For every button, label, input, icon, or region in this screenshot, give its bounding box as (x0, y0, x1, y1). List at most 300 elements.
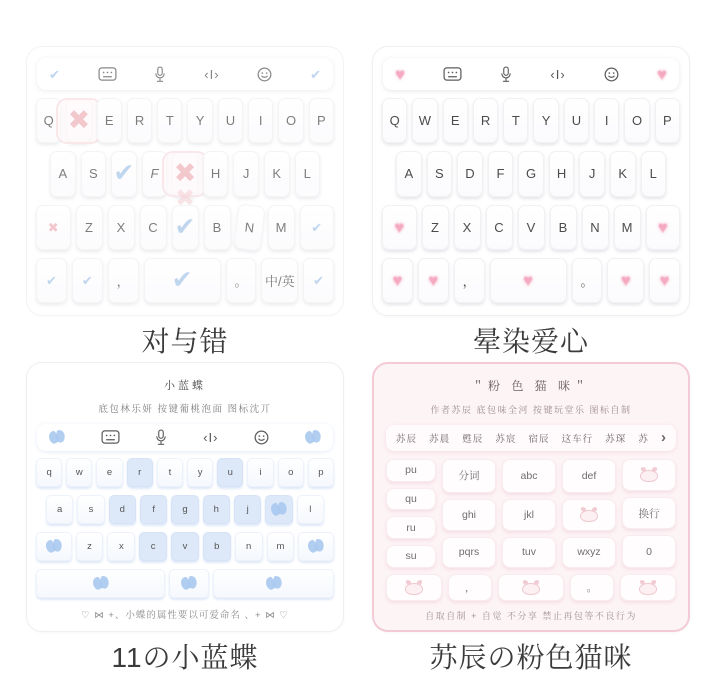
key-A[interactable] (396, 151, 422, 196)
key-L[interactable] (641, 151, 667, 196)
t9-key-su[interactable] (386, 545, 436, 568)
checkmark-icon: ✔ (113, 159, 135, 188)
butterfly-icon (307, 539, 325, 555)
key-label: Q (43, 113, 54, 129)
key-label: p (318, 466, 324, 478)
heart-key[interactable] (646, 205, 681, 250)
cross-icon: ✖ (173, 158, 197, 189)
key-label: E (104, 113, 114, 129)
key-X[interactable] (108, 205, 135, 250)
t9-key-0[interactable] (622, 535, 676, 567)
candidate-word[interactable]: 苏琛 (605, 433, 627, 445)
key-label: f (152, 503, 155, 515)
key-label: h (213, 503, 219, 515)
key-g[interactable] (171, 495, 198, 524)
key-label: g (182, 503, 188, 515)
key-T[interactable] (503, 98, 528, 143)
heart-key[interactable] (607, 258, 644, 303)
candidate-bar (386, 425, 676, 451)
key-label: o (288, 466, 294, 478)
key-label: n (245, 540, 252, 552)
key-label: O (285, 113, 297, 129)
key-w[interactable] (66, 458, 92, 487)
key-J[interactable] (233, 151, 259, 196)
smiley-icon[interactable] (254, 430, 269, 445)
key-label: ， (462, 273, 476, 289)
butterfly-key[interactable] (298, 532, 334, 561)
keyboard-icon[interactable] (443, 67, 462, 81)
key-label: x (118, 540, 124, 552)
preview-title: ＂粉 色 猫 咪＂ (471, 378, 590, 393)
key-I[interactable] (248, 98, 273, 143)
key-row (36, 532, 334, 561)
key-Y[interactable] (533, 98, 558, 143)
heart-key[interactable] (418, 258, 449, 303)
key-label: q (46, 466, 52, 478)
key-label: P (662, 113, 672, 129)
heart-key[interactable] (382, 205, 417, 250)
key-，[interactable] (108, 258, 139, 303)
t9-key-jkl[interactable] (502, 499, 556, 531)
key-E[interactable] (443, 98, 468, 143)
cross-icon: ✖ (67, 105, 91, 136)
key-label: M (275, 219, 287, 235)
key-label: 。 (234, 273, 248, 289)
heart-icon: ♥ (394, 217, 405, 237)
key-label: m (276, 540, 285, 552)
key-label: pu (405, 464, 417, 477)
key-B[interactable] (550, 205, 577, 250)
theme-card-pink-cat (372, 362, 690, 674)
key-label: G (525, 166, 537, 182)
key-M[interactable] (268, 205, 295, 250)
theme-title: 11の小蓝蝶 (111, 641, 259, 673)
key-h[interactable] (203, 495, 230, 524)
t9-key-pqrs[interactable] (442, 537, 496, 568)
key-D[interactable] (457, 151, 483, 196)
key-S[interactable] (427, 151, 453, 196)
key-label: U (571, 113, 582, 129)
candidate-word[interactable]: 苏辰 (396, 433, 418, 445)
key-label: y (197, 466, 203, 478)
key-A[interactable] (50, 151, 76, 196)
key-label: e (106, 466, 113, 478)
check-key[interactable] (303, 258, 334, 303)
key-n[interactable] (235, 532, 263, 561)
cat-key[interactable] (622, 459, 676, 491)
heart-icon: ♥ (428, 270, 439, 290)
checkmark-icon: ✔ (171, 265, 193, 294)
preview-title: 小蓝蝶 (164, 379, 206, 392)
key-l[interactable] (297, 495, 324, 524)
key-label: H (210, 166, 221, 182)
key-label: N (243, 219, 255, 236)
key-U[interactable] (218, 98, 243, 143)
key-a[interactable] (46, 495, 73, 524)
t9-function-column (622, 459, 676, 568)
butterfly-key[interactable] (265, 495, 292, 524)
key-label: 。 (586, 581, 598, 594)
key-Z[interactable] (76, 205, 103, 250)
key-label: C (494, 219, 504, 235)
cat-icon (639, 468, 659, 481)
key-label: 分词 (458, 470, 480, 483)
key-O[interactable] (624, 98, 649, 143)
key-Y[interactable] (187, 98, 212, 143)
heart-icon: ♥ (392, 270, 403, 290)
key-label: t (168, 466, 172, 478)
keyboard-toolbar (383, 58, 679, 90)
key-N[interactable] (582, 205, 609, 250)
key-label: O (631, 113, 643, 129)
key-row (36, 98, 334, 143)
key-label: D (465, 166, 475, 182)
key-r[interactable] (127, 458, 153, 487)
t9-key-abc[interactable] (502, 459, 556, 493)
keyboard-preview-blue-butterfly[interactable] (26, 362, 344, 632)
key-b[interactable] (203, 532, 231, 561)
butterfly-key[interactable] (36, 532, 72, 561)
key-row (382, 205, 680, 250)
cat-icon (521, 581, 541, 594)
butterfly-key[interactable] (169, 569, 209, 598)
key-label: qu (405, 492, 417, 505)
key-label: S (89, 166, 98, 182)
key-label: w (75, 466, 83, 478)
key-label: W (418, 113, 432, 129)
checkmark-icon: ✔ (45, 272, 57, 288)
keyboard-preview-blended-hearts[interactable] (372, 46, 690, 316)
butterfly-icon (270, 502, 288, 518)
key-Z[interactable] (422, 205, 449, 250)
key-L[interactable] (295, 151, 321, 196)
heart-icon: ♥ (620, 270, 631, 290)
t9-key-ru[interactable] (386, 516, 436, 539)
key-label: F (150, 166, 159, 182)
key-label: Z (431, 219, 439, 235)
key-label: b (214, 540, 220, 552)
preview-footer: ♡ ⋈ +、小蝶的属性要以可爱命名 、+ ⋈ ♡ (81, 609, 289, 621)
checkmark-icon: ✔ (81, 272, 93, 288)
cat-key[interactable] (386, 574, 442, 601)
key-label: B (212, 219, 222, 235)
t9-key-，[interactable] (448, 574, 492, 601)
key-，[interactable] (454, 258, 485, 303)
mic-icon[interactable] (500, 66, 512, 83)
butterfly-key[interactable] (36, 569, 165, 598)
text-cursor-icon[interactable]: ‹I› (204, 66, 220, 82)
key-label: s (88, 503, 94, 515)
cat-icon (404, 581, 424, 594)
x-key[interactable] (36, 205, 71, 250)
key-y[interactable] (187, 458, 213, 487)
keyboard-body (35, 424, 335, 600)
key-Q[interactable] (382, 98, 407, 143)
key-label: ， (464, 581, 476, 594)
smiley-icon[interactable] (257, 67, 272, 82)
butterfly-icon (48, 430, 66, 446)
key-H[interactable] (549, 151, 575, 196)
key-label: ru (406, 521, 416, 534)
check-key[interactable] (300, 205, 335, 250)
key-rows (35, 457, 335, 600)
keyboard-preview-right-wrong[interactable] (26, 46, 344, 316)
key-label: Z (85, 219, 93, 235)
key-T[interactable] (157, 98, 182, 143)
t9-key-换行[interactable] (622, 497, 676, 529)
key-label: z (87, 540, 92, 552)
key-X[interactable] (454, 205, 481, 250)
key-row (36, 495, 334, 524)
butterfly-icon (180, 576, 198, 592)
smiley-icon[interactable] (604, 67, 619, 82)
key-K[interactable] (610, 151, 636, 196)
key-label: N (590, 219, 600, 235)
key-x[interactable] (107, 532, 135, 561)
t9-key-分词[interactable] (442, 459, 496, 493)
key-label: C (148, 219, 158, 235)
key-label: J (242, 166, 250, 182)
key-P[interactable] (309, 98, 334, 143)
cat-icon (579, 508, 599, 521)
key-K[interactable] (264, 151, 290, 196)
check-key[interactable] (36, 258, 67, 303)
key-u[interactable] (217, 458, 243, 487)
key-row (36, 569, 334, 598)
key-label: J (588, 166, 596, 182)
key-label: Y (541, 113, 551, 129)
key-m[interactable] (267, 532, 295, 561)
theme-card-blue-butterfly (26, 362, 344, 674)
key-label: F (496, 166, 505, 182)
t9-letter-grid (442, 459, 616, 568)
butterfly-icon (265, 576, 283, 592)
key-label: A (404, 166, 414, 182)
t9-key-pu[interactable] (386, 459, 436, 482)
theme-title: 苏辰の粉色猫咪 (429, 641, 633, 673)
keyboard-icon[interactable] (98, 67, 117, 81)
key-E[interactable] (97, 98, 122, 143)
key-rows (35, 97, 335, 305)
key-s[interactable] (77, 495, 104, 524)
check-key[interactable] (172, 205, 199, 250)
checkmark-icon: ✔ (310, 66, 321, 82)
key-label: 换行 (638, 507, 660, 520)
butterfly-icon (92, 576, 110, 592)
key-rows (381, 97, 681, 305)
key-label: X (116, 219, 126, 235)
key-i[interactable] (247, 458, 273, 487)
key-label: E (450, 113, 460, 129)
preview-footer: 自取自制 + 自觉 不分享 禁止再包等不良行为 (425, 610, 637, 621)
key-F[interactable] (488, 151, 514, 196)
key-label: jkl (524, 508, 534, 521)
key-O[interactable] (278, 98, 303, 143)
key-S[interactable] (81, 151, 107, 196)
candidate-word[interactable]: 宿辰 (528, 433, 550, 445)
cross-icon: ✖ (47, 219, 59, 235)
preview-credits: 底包林乐妍 按键葡桃泡面 图标沈丌 (98, 403, 272, 415)
key-M[interactable] (614, 205, 641, 250)
key-G[interactable] (518, 151, 544, 196)
key-label: H (556, 166, 567, 182)
key-R[interactable] (473, 98, 498, 143)
candidates-more-chevron-icon[interactable]: › (661, 429, 666, 447)
t9-key-def[interactable] (562, 459, 616, 493)
check-key[interactable] (144, 258, 221, 303)
heart-icon: ♥ (659, 270, 670, 290)
butterfly-icon (45, 539, 63, 555)
key-H[interactable] (203, 151, 229, 196)
key-R[interactable] (127, 98, 152, 143)
heart-icon: ♥ (657, 217, 668, 237)
t9-key-tuv[interactable] (502, 537, 556, 568)
candidate-word[interactable]: 苏 (638, 433, 649, 445)
cat-icon (638, 581, 658, 594)
key-label: U (225, 113, 236, 129)
checkmark-icon: ✖ ✔ (174, 212, 196, 241)
key-label: K (272, 166, 282, 182)
key-label: L (649, 166, 657, 182)
key-label: abc (520, 469, 538, 482)
keyboard-preview-pink-cat[interactable] (372, 362, 690, 632)
heart-icon: ♥ (523, 270, 534, 290)
t9-key-qu[interactable] (386, 488, 436, 511)
key-label: 中/英 (264, 273, 295, 289)
t9-key-wxyz[interactable] (562, 537, 616, 568)
key-label: ， (116, 273, 130, 289)
checkmark-icon: ✔ (49, 66, 60, 82)
check-key[interactable] (111, 151, 137, 196)
t9-syllable-column (386, 459, 436, 568)
key-row (382, 98, 680, 143)
key-label: M (621, 219, 633, 235)
keyboard-icon[interactable] (101, 430, 120, 444)
butterfly-key[interactable] (213, 569, 334, 598)
candidate-word[interactable]: 甦辰 (462, 433, 484, 445)
cat-key[interactable] (498, 574, 563, 601)
key-label: L (303, 166, 311, 182)
key-W[interactable] (412, 98, 437, 143)
key-label: tuv (521, 546, 536, 559)
theme-title: 晕染爱心 (472, 326, 589, 357)
t9-bottom-row (386, 574, 676, 601)
key-f[interactable] (140, 495, 167, 524)
key-row (382, 151, 680, 196)
theme-title: 对与错 (141, 326, 229, 357)
key-label: def (581, 469, 597, 482)
key-q[interactable] (36, 458, 62, 487)
candidate-word[interactable]: 苏晨 (429, 433, 451, 445)
cat-key[interactable] (562, 499, 616, 531)
key-label: i (259, 466, 262, 478)
key-label: K (618, 166, 628, 182)
key-row (36, 258, 334, 303)
checkmark-icon: ✔ (311, 219, 323, 235)
t9-key-。[interactable] (570, 574, 614, 601)
key-C[interactable] (486, 205, 513, 250)
mic-icon[interactable] (155, 429, 167, 446)
key-U[interactable] (564, 98, 589, 143)
key-label: 。 (580, 273, 594, 289)
key-label: I (258, 113, 263, 129)
text-cursor-icon[interactable]: ‹I› (550, 66, 566, 82)
key-v[interactable] (171, 532, 199, 561)
key-B[interactable] (204, 205, 231, 250)
key-t[interactable] (157, 458, 183, 487)
key-label: su (405, 550, 417, 563)
key-V[interactable] (518, 205, 545, 250)
key-label: P (316, 113, 326, 129)
key-row (36, 205, 334, 250)
key-。[interactable] (226, 258, 257, 303)
heart-key[interactable] (490, 258, 567, 303)
key-label: X (462, 219, 472, 235)
key-。[interactable] (572, 258, 603, 303)
preview-credits: 作者苏辰 底包味全河 按键玩堂乐 图标自制 (430, 404, 632, 415)
theme-card-blended-hearts (372, 46, 690, 358)
candidate-word[interactable]: 苏宸 (495, 433, 517, 445)
key-label: l (309, 503, 312, 515)
candidate-word[interactable]: 这车行 (561, 433, 594, 445)
mic-icon[interactable] (154, 66, 166, 83)
key-N[interactable] (233, 203, 265, 251)
key-label: r (138, 466, 142, 478)
cat-key[interactable] (620, 574, 676, 601)
key-label: R (134, 113, 145, 129)
key-label: 0 (646, 545, 652, 558)
key-label: T (165, 113, 174, 129)
key-d[interactable] (109, 495, 136, 524)
key-label: j (246, 503, 249, 515)
key-label: A (58, 166, 68, 182)
key-I[interactable] (594, 98, 619, 143)
butterfly-icon (304, 430, 322, 446)
key-label: I (604, 113, 609, 129)
check-key[interactable] (72, 258, 103, 303)
key-J[interactable] (579, 151, 605, 196)
heart-key[interactable] (649, 258, 680, 303)
key-e[interactable] (96, 458, 122, 487)
key-j[interactable] (234, 495, 261, 524)
keyboard-toolbar (37, 424, 333, 451)
x-key[interactable] (66, 98, 91, 143)
text-cursor-icon[interactable]: ‹I› (203, 429, 219, 445)
key-label: V (526, 219, 536, 235)
t9-keypad (386, 459, 676, 568)
key-label: Y (195, 113, 205, 129)
key-label: c (150, 540, 156, 552)
key-label: B (558, 219, 568, 235)
heart-icon: ♥ (395, 64, 406, 84)
key-label: a (57, 503, 63, 515)
key-label: v (182, 540, 188, 552)
key-label: R (480, 113, 491, 129)
key-c[interactable] (139, 532, 167, 561)
key-z[interactable] (76, 532, 104, 561)
key-label: ghi (461, 508, 476, 521)
key-p[interactable] (308, 458, 334, 487)
key-中/英[interactable] (261, 258, 298, 303)
key-label: S (435, 166, 444, 182)
key-P[interactable] (655, 98, 680, 143)
key-row (382, 258, 680, 303)
key-o[interactable] (278, 458, 304, 487)
heart-key[interactable] (382, 258, 413, 303)
t9-key-ghi[interactable] (442, 499, 496, 531)
key-label: u (227, 466, 233, 478)
key-C[interactable] (140, 205, 167, 250)
